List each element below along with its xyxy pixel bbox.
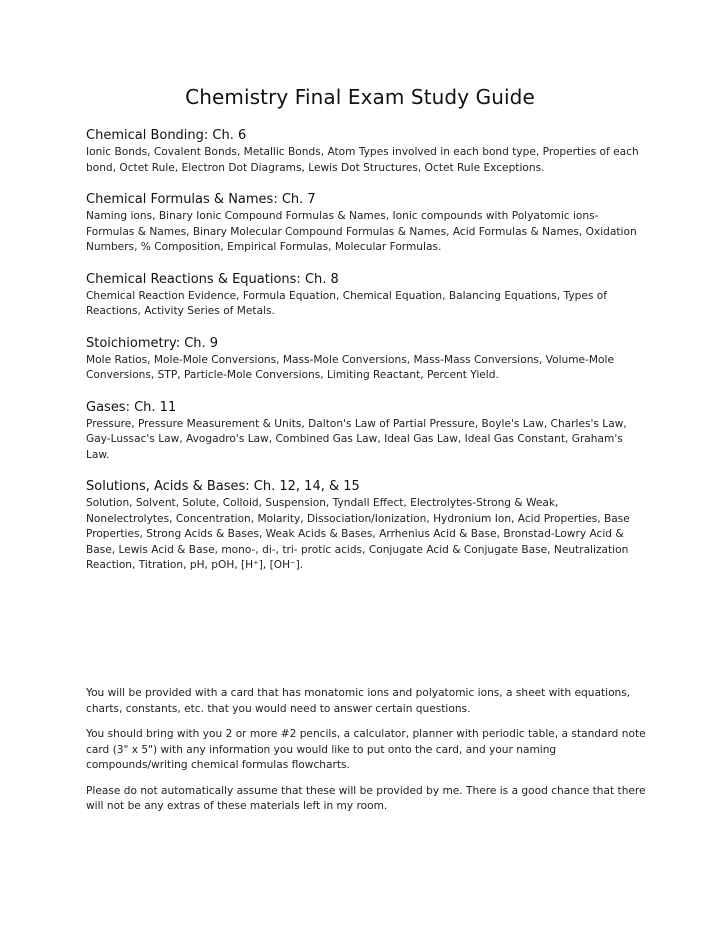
section-chemical-bonding — [86, 127, 646, 176]
section-body: Chemical Reaction Evidence, Formula Equation, Chemical Equation, Balancing Equations, Types of Reactions, Activity Series of Metals. — [86, 289, 607, 317]
section-gases — [86, 399, 646, 464]
section-body: Naming ions, Binary Ionic Compound Formulas & Names, Ionic compounds with Polyatomic ions-Formulas & Names, Binary Molecular Compound Formulas & Names, Acid Formulas & Names, Oxidation Numbers, % Composition, Empirical Formulas, Molecular Formulas. — [86, 210, 637, 253]
note-provided-materials: You will be provided with a card that has monatomic ions and polyatomic ions, a sheet with equations, charts, constants, etc. that you would need to answer certain questions. — [86, 687, 631, 715]
section-chemical-formulas — [86, 191, 646, 256]
section-body: Mole Ratios, Mole-Mole Conversions, Mass-Mole Conversions, Mass-Mass Conversions, Volume-Mole Conversions, STP, Particle-Mole Conversions, Limiting Reactant, Percent Yield. — [86, 353, 614, 381]
section-solutions-acids-bases — [86, 478, 646, 574]
section-heading: Stoichiometry: Ch. 9 — [86, 335, 219, 351]
section-body: Ionic Bonds, Covalent Bonds, Metallic Bonds, Atom Types involved in each bond type, Properties of each bond, Octet Rule, Electron Dot Diagrams, Lewis Dot Structures, Octet Rule Exceptions. — [86, 146, 639, 174]
section-heading: Chemical Reactions & Equations: Ch. 8 — [86, 271, 339, 287]
exam-notes — [86, 686, 646, 825]
section-body: Solution, Solvent, Solute, Colloid, Suspension, Tyndall Effect, Electrolytes-Strong & Weak, Nonelectrolytes, Concentration, Molarity, Dissociation/Ionization, Hydronium Ion, Acid Properties, Base Properties, Strong Acids & Bases, Weak Acids & Bases, Arrhenius Acid & Base, Bronstad-Lowry Acid & Base, Lewis Acid & Base, mono-, di-, tri- protic acids, Conjugate Acid & Conjugate Base, Neutralization Reaction, Titration, pH, pOH, [H⁺], [OH⁻]. — [86, 497, 630, 571]
section-heading: Gases: Ch. 11 — [86, 399, 177, 415]
section-heading: Solutions, Acids & Bases: Ch. 12, 14, & 15 — [86, 479, 360, 494]
note-no-extras: Please do not automatically assume that these will be provided by me. There is a good chance that there will not be any extras of these materials left in my room. — [86, 784, 646, 812]
section-stoichiometry — [86, 335, 646, 384]
topics-list — [86, 127, 646, 589]
section-heading: Chemical Bonding: Ch. 6 — [86, 128, 247, 143]
note-bring-materials: You should bring with you 2 or more #2 pencils, a calculator, planner with periodic table, a standard note card (3" x 5") with any information you would like to put onto the card, and your naming compounds/writing chemical formulas flowcharts. — [86, 728, 646, 771]
section-chemical-reactions — [86, 271, 646, 320]
section-body: Pressure, Pressure Measurement & Units, Dalton's Law of Partial Pressure, Boyle's Law, Charles's Law, Gay-Lussac's Law, Avogadro's Law, Combined Gas Law, Ideal Gas Law, Ideal Gas Constant, Graham's Law. — [86, 417, 627, 461]
section-heading: Chemical Formulas & Names: Ch. 7 — [86, 192, 316, 207]
document-title: Chemistry Final Exam Study Guide — [185, 85, 535, 109]
